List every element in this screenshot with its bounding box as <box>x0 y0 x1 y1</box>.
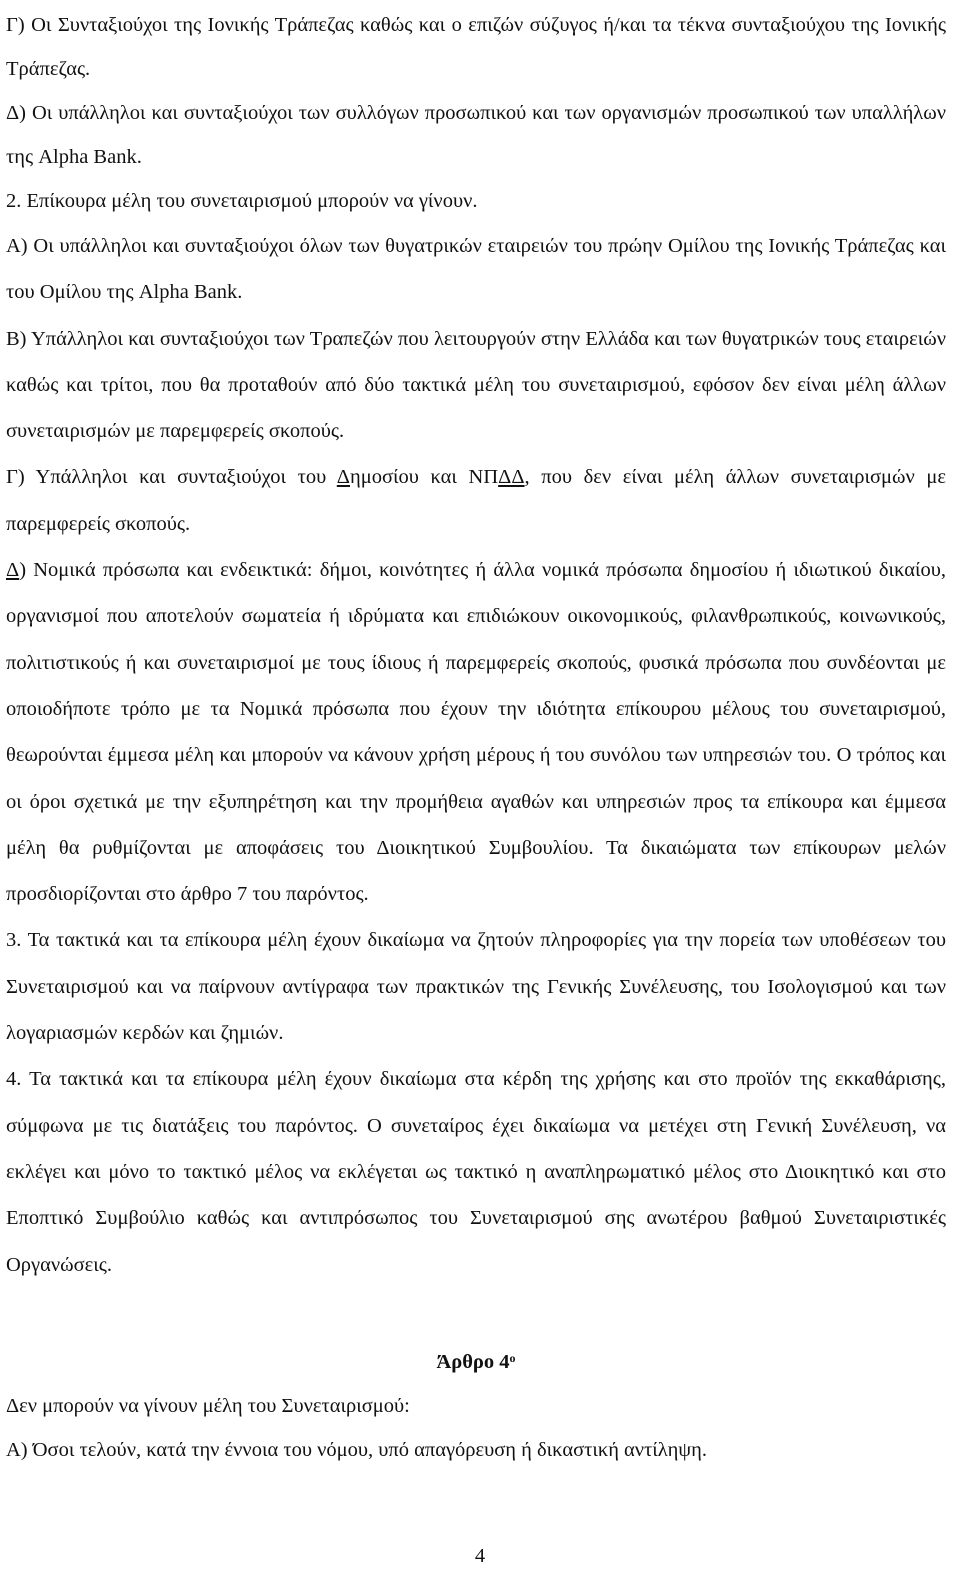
page-number: 4 <box>474 1545 486 1567</box>
article-heading: Άρθρο $4^o$ <box>436 1350 516 1373</box>
paragraph-c-pensioners: Γ) Οι Συνταξιούχοι της Ιονικής Τράπεζας καθώς και ο επιζών σύζυγος ή/και τα τέκνα συνταξιούχου της Ιονικής Τράπεζας. <box>6 14 946 80</box>
section-main <box>6 223 946 1288</box>
paragraph-a-subsidiaries: Α) Οι υπάλληλοι και συνταξιούχοι όλων των θυγατρικών εταιρειών του πρώην Ομίλου της Ιονικής Τράπεζας και του Ομίλου της Alpha Bank. <box>6 235 946 304</box>
paragraph-2-auxiliary: 2. Επίκουρα μέλη του συνεταιρισμού μπορούν να γίνουν. <box>6 190 478 212</box>
section-bottom <box>6 1384 946 1472</box>
paragraph-b-banks: Β) Υπάλληλοι και συνταξιούχοι των Τραπεζών που λειτουργούν στην Ελλάδα και των θυγατρικών τους εταιρειών καθώς και τρίτοι, που θα προταθούν από δύο τακτικά μέλη του συνεταιρισμού, εφόσον δεν είναι μέλη άλλων συνεταιρισμών με παρεμφερείς σκοπούς. <box>6 327 946 443</box>
paragraph-cannot-be-members: Δεν μπορούν να γίνουν μέλη του Συνεταιρισμού: <box>6 1394 410 1417</box>
paragraph-c-public: Γ) Υπάλληλοι και συνταξιούχοι του Δημοσίου και ΝΠΔΔ, που δεν είναι μέλη άλλων συνεταιρισμών με παρεμφερείς σκοπούς. <box>6 466 946 535</box>
document-page <box>6 0 946 1472</box>
paragraph-4-profits: 4. Τα τακτικά και τα επίκουρα μέλη έχουν δικαίωμα στα κέρδη της χρήσης και στο προϊόν της εκκαθάρισης, σύμφωνα με τις διατάξεις του παρόντος. Ο συνεταίρος έχει δικαίωμα να μετέχει στη Γενική Συνέλευση, να εκλέγει και μόνο το τακτικό μέλος να εκλέγεται ως τακτικό η αναπληρωματικό μέλος στο Διοικητικό και στο Εποπτικό Συμβούλιο καθώς και αντιπρόσωπος του Συνεταιρισμού σης ανωτέρου βαθμού Συνεταιριστικές Οργανώσεις. <box>6 1068 946 1276</box>
section-top <box>6 3 946 223</box>
paragraph-d-employees: Δ) Οι υπάλληλοι και συνταξιούχοι των συλλόγων προσωπικού και των οργανισμών προσωπικού των υπαλλήλων της Alpha Bank. <box>6 102 946 168</box>
paragraph-3-information: 3. Τα τακτικά και τα επίκουρα μέλη έχουν δικαίωμα να ζητούν πληροφορίες για την πορεία των υποθέσεων του Συνεταιρισμού και να παίρνουν αντίγραφα των πρακτικών της Γενικής Συνέλευσης, του Ισολογισμού και των λογαριασμών κερδών και ζημιών. <box>6 929 946 1045</box>
paragraph-a-prohibition: Α) Όσοι τελούν, κατά την έννοια του νόμου, υπό απαγόρευση ή δικαστική αντίληψη. <box>6 1438 707 1461</box>
paragraph-d-legal-entities: Δ) Νομικά πρόσωπα και ενδεικτικά: δήμοι, κοινότητες ή άλλα νομικά πρόσωπα δημοσίου ή ιδιωτικού δικαίου, οργανισμοί που αποτελούν σωματεία ή ιδρύματα και επιδιώκουν οικονομικούς, φιλανθρωπικούς, κοινωνικούς, πολιτιστικούς ή και συνεταιρισμοί με τους ίδιους ή παρεμφερείς σκοπούς, φυσικά πρόσωπα που συνδέονται με οποιοδήποτε τρόπο με τα Νομικά πρόσωπα που έχουν την ιδιότητα επίκουρου μέλους του συνεταιρισμού, θεωρούνται έμμεσα μέλη και μπορούν να κάνουν χρήση μέρους ή του συνόλου των υπηρεσιών του. Ο τρόπος και οι όροι σχετικά με την εξυπηρέτηση και την προμήθεια αγαθών και υπηρεσιών προς τα επίκουρα και έμμεσα μέλη θα ρυθμίζονται με αποφάσεις του Διοικητικού Συμβουλίου. Τα δικαιώματα των επίκουρων μελών προσδιορίζονται στο άρθρο 7 του παρόντος. <box>6 559 946 906</box>
